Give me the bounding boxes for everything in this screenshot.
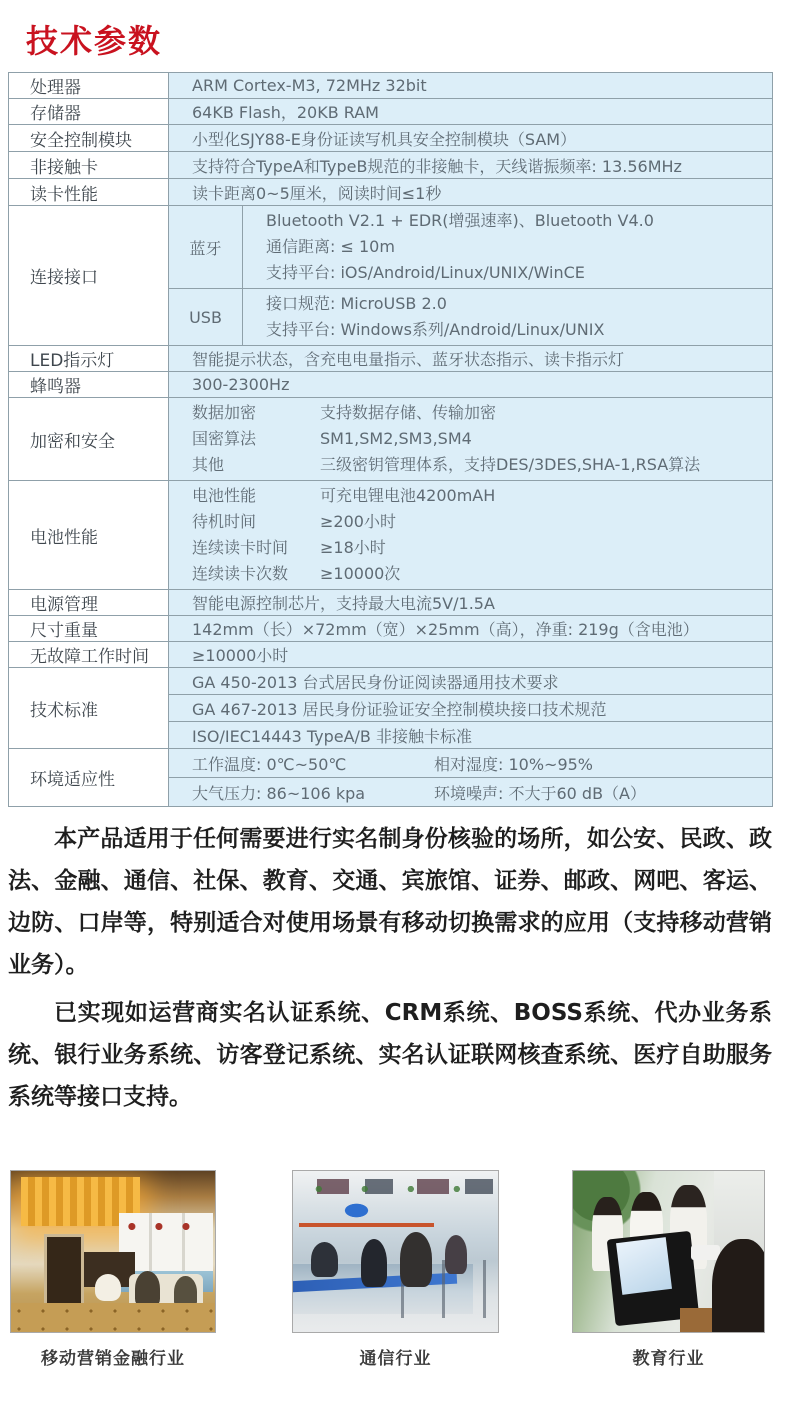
security-item-key: 其他: [192, 455, 225, 474]
spec-value: 142mm（长）×72mm（宽）×25mm（高），净重: 219g（含电池）: [169, 616, 773, 642]
spec-value: 智能电源控制芯片，支持最大电流5V/1.5A: [169, 590, 773, 616]
education-checkin-photo: [572, 1170, 765, 1333]
security-item-key: 国密算法: [192, 429, 257, 448]
security-item-value: 三级密钥管理体系，支持DES/3DES,SHA-1,RSA算法: [320, 455, 701, 474]
security-item: [192, 452, 766, 478]
photo-caption-finance: 移动营销金融行业: [41, 1349, 185, 1369]
spec-value: 读卡距离0~5厘米，阅读时间≤1秒: [169, 179, 773, 206]
security-item-value: 支持数据存储、传输加密: [320, 403, 497, 422]
person-shape: [400, 1232, 433, 1287]
row-sam-module: [9, 125, 773, 152]
battery-item-value: ≥18小时: [320, 538, 386, 557]
person-shape: [445, 1235, 468, 1274]
battery-item: [192, 483, 766, 509]
battery-item: [192, 535, 766, 561]
row-reading-performance: [9, 179, 773, 206]
standard-item: GA 467-2013 居民身份证验证安全控制模块接口技术规范: [169, 695, 773, 722]
environment-line: [192, 781, 766, 804]
security-item: [192, 426, 766, 452]
spec-label: 读卡性能: [9, 179, 169, 206]
spec-value: [243, 289, 773, 346]
intro-paragraph-systems: 已实现如运营商实名认证系统、CRM系统、BOSS系统、代办业务系统、银行业务系统、访客登记系统、实名认证联网核查系统、医疗自助服务系统等接口支持。: [8, 1000, 772, 1110]
row-interfaces-bluetooth: [9, 206, 773, 289]
battery-item-value: ≥10000次: [320, 564, 401, 583]
doorway-shape: [44, 1234, 85, 1309]
telecom-logo-shape: [342, 1202, 371, 1220]
spec-value: [169, 481, 773, 590]
standard-item: GA 450-2013 台式居民身份证阅读器通用技术要求: [169, 668, 773, 695]
battery-item-key: 电池性能: [192, 486, 257, 505]
row-standards: [9, 668, 773, 695]
spec-value: 64KB Flash，20KB RAM: [169, 99, 773, 125]
battery-item-value: 可充电锂电池4200mAH: [320, 486, 496, 505]
row-security-encryption: [9, 398, 773, 481]
battery-item-key: 待机时间: [192, 512, 257, 531]
row-power-management: [9, 590, 773, 616]
operator-shape: [712, 1239, 765, 1332]
spec-label: 安全控制模块: [9, 125, 169, 152]
spec-label: 尺寸重量: [9, 616, 169, 642]
id-reader-shape: [691, 1245, 720, 1259]
wall-stripe-shape: [299, 1223, 434, 1228]
intro-paragraphs: [8, 818, 772, 1118]
spec-value: 300-2300Hz: [169, 372, 773, 398]
spec-label: 加密和安全: [9, 398, 169, 481]
photo-caption-education: 教育行业: [632, 1349, 705, 1369]
spec-label: 连接接口: [9, 206, 169, 346]
telecom-service-hall-photo: [292, 1170, 499, 1333]
standard-item: ISO/IEC14443 TypeA/B 非接触卡标准: [169, 722, 773, 749]
environment-line: [192, 752, 766, 775]
row-processor: [9, 73, 773, 99]
laptop-screen-shape: [616, 1237, 672, 1294]
spec-value: ARM Cortex-M3, 72MHz 32bit: [169, 73, 773, 99]
row-battery-performance: [9, 481, 773, 590]
battery-item: [192, 561, 766, 587]
environment-right-value: 相对湿度: 10%~95%: [434, 754, 594, 774]
usb-line: 支持平台: Windows系列/Android/Linux/UNIX: [266, 320, 605, 339]
environment-right-value: 环境噪声: 不大于60 dB（A）: [434, 783, 647, 803]
spec-value: 智能提示状态，含充电电量指示、蓝牙状态指示、读卡指示灯: [169, 346, 773, 372]
spec-label: 电池性能: [9, 481, 169, 590]
battery-item: [192, 509, 766, 535]
spec-label: 处理器: [9, 73, 169, 99]
person-shape: [311, 1242, 338, 1277]
interface-sublabel-bluetooth: 蓝牙: [169, 206, 243, 289]
spec-value: ≥10000小时: [169, 642, 773, 668]
row-memory: [9, 99, 773, 125]
row-led-indicator: [9, 346, 773, 372]
bluetooth-line: Bluetooth V2.1 + EDR(增强速率)、Bluetooth V4.0: [266, 211, 654, 230]
environment-subrow: [169, 749, 773, 778]
spec-label: LED指示灯: [9, 346, 169, 372]
environment-subrow: [169, 778, 773, 807]
security-item-key: 数据加密: [192, 403, 257, 422]
gallery-item-finance: [10, 1170, 216, 1369]
intro-paragraph-applications: 本产品适用于任何需要进行实名制身份核验的场所，如公安、民政、政法、金融、通信、社保、教育、交通、宾旅馆、证券、邮政、网吧、客运、边防、口岸等，特别适合对使用场景有移动切换需求的应用（支持移动营销业务）。: [8, 826, 772, 978]
photo-caption-telecom: 通信行业: [359, 1349, 432, 1369]
gallery-item-telecom: [292, 1170, 499, 1369]
gallery-item-education: [572, 1170, 765, 1369]
spec-label: 无故障工作时间: [9, 642, 169, 668]
spec-value: 小型化SJY88-E身份证读写机具安全控制模块（SAM）: [169, 125, 773, 152]
bluetooth-line: 支持平台: iOS/Android/Linux/UNIX/WinCE: [266, 263, 585, 282]
page-title: 技术参数: [26, 22, 163, 60]
row-dimensions-weight: [9, 616, 773, 642]
interface-sublabel-usb: USB: [169, 289, 243, 346]
battery-item-key: 连续读卡次数: [192, 564, 289, 583]
row-contactless-card: [9, 152, 773, 179]
battery-item-value: ≥200小时: [320, 512, 396, 531]
security-item: [192, 400, 766, 426]
spec-label: 电源管理: [9, 590, 169, 616]
finance-bank-interior-photo: [10, 1170, 216, 1333]
spec-label: 技术标准: [9, 668, 169, 749]
environment-left-value: 大气压力: 86~106 kpa: [192, 783, 366, 803]
chair-shape: [95, 1274, 122, 1301]
person-shape: [361, 1239, 388, 1287]
spec-label: 非接触卡: [9, 152, 169, 179]
spec-label: 存储器: [9, 99, 169, 125]
usb-line: 接口规范: MicroUSB 2.0: [266, 294, 447, 313]
garland-shape: [305, 1171, 485, 1200]
spec-value: [169, 398, 773, 481]
row-environment: [9, 749, 773, 778]
spec-value: [243, 206, 773, 289]
spec-label: 蜂鸣器: [9, 372, 169, 398]
spec-table: [8, 72, 773, 807]
battery-item-key: 连续读卡时间: [192, 538, 289, 557]
security-item-value: SM1,SM2,SM3,SM4: [320, 429, 472, 448]
row-buzzer: [9, 372, 773, 398]
spec-value: 支持符合TypeA和TypeB规范的非接触卡，天线谐振频率: 13.56MHz: [169, 152, 773, 179]
environment-left-value: 工作温度: 0℃~50℃: [192, 754, 347, 774]
bluetooth-line: 通信距离: ≤ 10m: [266, 237, 395, 256]
bank-logos-shape: [127, 1219, 209, 1233]
person-shape: [135, 1271, 159, 1306]
carpet-shape: [11, 1303, 215, 1332]
spec-label: 环境适应性: [9, 749, 169, 807]
row-mtbf: [9, 642, 773, 668]
